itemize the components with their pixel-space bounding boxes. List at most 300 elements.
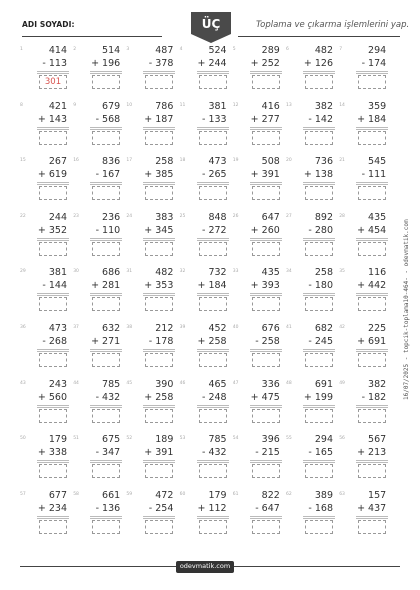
first-operand: 836	[102, 156, 121, 168]
answer-box[interactable]	[252, 75, 280, 89]
first-operand: 258	[314, 267, 333, 279]
answer-box[interactable]	[358, 409, 386, 423]
answer-box[interactable]	[145, 186, 173, 200]
answer-box[interactable]	[252, 464, 280, 478]
answer-box[interactable]	[145, 297, 173, 311]
second-operand: + 234	[37, 502, 67, 514]
problem-32	[180, 266, 233, 318]
answer-box[interactable]	[199, 75, 227, 89]
sum-rule	[90, 349, 122, 350]
answer-box[interactable]	[305, 75, 333, 89]
sum-rule	[303, 516, 335, 517]
second-operand: + 126	[303, 58, 333, 69]
sum-rule	[143, 238, 175, 239]
problem-number: 62	[286, 491, 292, 497]
second-operand: - 182	[361, 391, 387, 403]
second-operand: - 167	[95, 169, 121, 181]
second-operand: - 568	[95, 113, 121, 125]
sum-rule	[197, 460, 229, 461]
sum-rule	[250, 460, 282, 461]
sum-rule	[37, 127, 69, 128]
header-divider	[238, 36, 400, 37]
worksheet-header	[20, 10, 410, 46]
problem-number: 19	[232, 158, 239, 164]
answer-box[interactable]	[92, 131, 120, 145]
sum-rule-second	[37, 407, 69, 408]
answer-box[interactable]	[305, 297, 333, 311]
sum-rule-second	[197, 295, 229, 296]
answer-box[interactable]	[145, 75, 173, 89]
problem-number: 46	[179, 380, 186, 386]
sum-rule-second	[37, 129, 69, 130]
problem-1	[20, 44, 73, 96]
problem-61	[233, 489, 286, 541]
answer-box[interactable]	[358, 353, 386, 367]
sum-rule	[90, 293, 122, 294]
sum-rule-second	[143, 407, 175, 408]
problem-31	[126, 266, 179, 318]
problem-60	[180, 489, 233, 541]
second-operand: - 268	[42, 336, 67, 347]
problem-55	[286, 433, 339, 485]
answer-box[interactable]	[39, 409, 67, 423]
problem-52	[126, 433, 179, 485]
sum-rule	[197, 238, 229, 239]
problem-number: 20	[286, 158, 292, 164]
problem-number: 7	[339, 47, 343, 52]
problem-number: 38	[126, 325, 133, 330]
problem-number: 21	[339, 158, 345, 164]
problem-number: 8	[20, 102, 23, 108]
problem-number: 10	[126, 102, 133, 108]
sum-rule	[37, 238, 69, 239]
problem-number: 53	[179, 436, 186, 442]
sum-rule	[197, 127, 229, 128]
problem-22	[20, 211, 73, 263]
first-operand: 785	[208, 434, 227, 446]
sum-rule	[250, 293, 282, 294]
first-operand: 294	[368, 45, 387, 56]
answer-box[interactable]	[39, 186, 67, 200]
sum-rule	[37, 460, 69, 461]
sum-rule	[90, 71, 122, 72]
sum-rule-second	[37, 351, 69, 352]
problem-23	[73, 211, 126, 263]
sum-rule	[356, 71, 388, 72]
problem-16	[73, 155, 126, 207]
problem-40	[233, 322, 286, 374]
first-operand: 294	[314, 434, 333, 446]
sum-rule	[303, 405, 335, 406]
sum-rule-second	[356, 351, 388, 352]
second-operand: + 244	[197, 58, 227, 69]
problem-number: 39	[179, 325, 186, 330]
answer-box[interactable]	[145, 520, 173, 534]
answer-box[interactable]	[145, 464, 173, 478]
answer-box[interactable]	[145, 242, 173, 256]
second-operand: - 178	[148, 336, 174, 347]
second-operand: + 187	[144, 113, 174, 125]
answer-box[interactable]	[145, 131, 173, 145]
sum-rule	[303, 71, 335, 72]
sum-rule	[250, 238, 282, 239]
sum-rule-second	[250, 351, 282, 352]
answer-box[interactable]	[39, 75, 67, 89]
second-operand: + 353	[144, 280, 174, 292]
answer-box[interactable]	[199, 131, 227, 145]
sum-rule-second	[303, 295, 335, 296]
answer-box[interactable]	[145, 409, 173, 423]
first-operand: 236	[102, 211, 121, 223]
answer-box[interactable]	[199, 242, 227, 256]
answer-box[interactable]	[39, 520, 67, 534]
sum-rule-second	[356, 184, 388, 185]
first-operand: 785	[102, 378, 121, 390]
problem-number: 4	[179, 47, 183, 52]
problem-number: 1	[20, 47, 23, 52]
first-operand: 382	[314, 100, 333, 112]
first-operand: 381	[48, 267, 67, 279]
first-operand: 482	[314, 45, 333, 56]
second-operand: - 144	[42, 280, 67, 292]
level-badge-text: ÜÇ	[201, 17, 221, 31]
sum-rule-second	[143, 518, 175, 519]
problem-21	[339, 155, 392, 207]
second-operand: + 442	[357, 280, 387, 292]
answer-box[interactable]	[358, 131, 386, 145]
answer-box[interactable]	[305, 242, 333, 256]
answer-box[interactable]	[305, 520, 333, 534]
answer-box[interactable]	[252, 520, 280, 534]
first-operand: 677	[48, 489, 67, 501]
second-operand: - 647	[255, 502, 280, 514]
answer-box[interactable]	[358, 75, 386, 89]
problem-24	[126, 211, 179, 263]
sum-rule-second	[37, 240, 69, 241]
first-operand: 691	[314, 378, 333, 390]
problem-48	[286, 378, 339, 430]
sum-rule-second	[197, 184, 229, 185]
sum-rule-second	[303, 73, 335, 74]
problem-number: 33	[232, 269, 239, 275]
second-operand: + 260	[250, 224, 280, 236]
second-operand: + 143	[37, 113, 67, 125]
problem-number: 27	[286, 213, 292, 219]
problem-2	[73, 44, 126, 96]
second-operand: + 619	[37, 169, 67, 181]
problem-33	[233, 266, 286, 318]
second-operand: - 347	[95, 447, 121, 459]
problem-20	[286, 155, 339, 207]
first-operand: 472	[155, 489, 174, 501]
problem-30	[73, 266, 126, 318]
sum-rule-second	[90, 351, 122, 352]
sum-rule	[250, 405, 282, 406]
problem-number: 6	[286, 47, 289, 52]
answer-box[interactable]	[199, 409, 227, 423]
first-operand: 396	[261, 434, 280, 446]
sum-rule	[250, 182, 282, 183]
answer-box[interactable]	[39, 131, 67, 145]
problem-number: 34	[286, 269, 292, 275]
sum-rule-second	[250, 184, 282, 185]
sum-rule-second	[197, 240, 229, 241]
sum-rule	[143, 516, 175, 517]
sum-rule	[356, 127, 388, 128]
answer-box[interactable]	[305, 186, 333, 200]
sum-rule-second	[250, 407, 282, 408]
problem-6	[286, 44, 339, 96]
answer-box[interactable]	[39, 297, 67, 311]
sum-rule	[250, 71, 282, 72]
first-operand: 359	[368, 100, 387, 112]
sum-rule	[356, 516, 388, 517]
sum-rule-second	[356, 407, 388, 408]
side-credit-text: 16/07/2025 - topcik-toplama10-464- - odevmatik.com	[403, 219, 410, 400]
sum-rule	[197, 405, 229, 406]
sum-rule-second	[197, 129, 229, 130]
sum-rule-second	[90, 184, 122, 185]
first-operand: 382	[368, 378, 387, 390]
answer-box[interactable]	[92, 186, 120, 200]
answer-box[interactable]	[252, 242, 280, 256]
problem-62	[286, 489, 339, 541]
answer-box[interactable]	[199, 186, 227, 200]
problem-47	[233, 378, 286, 430]
sum-rule-second	[90, 73, 122, 74]
problem-14	[339, 100, 392, 152]
sum-rule-second	[90, 295, 122, 296]
answer-box[interactable]	[92, 297, 120, 311]
second-operand: + 199	[303, 391, 333, 403]
answer-box[interactable]	[199, 297, 227, 311]
problem-number: 32	[179, 269, 186, 275]
problem-26	[233, 211, 286, 263]
problem-number: 51	[73, 436, 79, 442]
first-operand: 336	[261, 378, 280, 390]
sum-rule-second	[250, 129, 282, 130]
first-operand: 116	[368, 267, 387, 279]
sum-rule-second	[90, 240, 122, 241]
sum-rule-second	[197, 351, 229, 352]
sum-rule	[90, 460, 122, 461]
problem-18	[180, 155, 233, 207]
problem-number: 18	[179, 158, 186, 164]
second-operand: - 248	[202, 391, 227, 403]
sum-rule	[37, 516, 69, 517]
answer-box[interactable]	[305, 131, 333, 145]
second-operand: + 271	[91, 336, 121, 347]
problem-number: 56	[339, 436, 345, 442]
problem-38	[126, 322, 179, 374]
problem-17	[126, 155, 179, 207]
second-operand: + 454	[357, 224, 387, 236]
problem-36	[20, 322, 73, 374]
sum-rule-second	[303, 351, 335, 352]
sum-rule	[143, 293, 175, 294]
first-operand: 258	[155, 156, 174, 168]
first-operand: 435	[261, 267, 280, 279]
sum-rule	[356, 182, 388, 183]
problem-3	[126, 44, 179, 96]
second-operand: - 280	[308, 224, 333, 236]
problem-number: 60	[179, 491, 186, 497]
problem-37	[73, 322, 126, 374]
answer-box[interactable]	[305, 464, 333, 478]
problem-grid	[20, 44, 392, 564]
problem-42	[339, 322, 392, 374]
level-badge	[188, 10, 234, 44]
problem-44	[73, 378, 126, 430]
first-operand: 487	[155, 45, 174, 56]
second-operand: + 258	[197, 336, 227, 347]
sum-rule	[197, 349, 229, 350]
sum-rule	[197, 182, 229, 183]
answer-box[interactable]	[252, 131, 280, 145]
footer-badge	[176, 561, 234, 573]
first-operand: 786	[155, 100, 174, 112]
name-label: ADI SOYADI:	[22, 20, 75, 29]
answer-box[interactable]	[252, 409, 280, 423]
answer-box[interactable]	[92, 409, 120, 423]
problem-number: 45	[126, 380, 133, 386]
answer-box[interactable]	[305, 409, 333, 423]
second-operand: - 168	[308, 502, 333, 514]
problem-number: 40	[232, 325, 239, 330]
problem-number: 49	[339, 380, 345, 386]
second-operand: + 391	[144, 447, 174, 459]
answer-box[interactable]	[92, 520, 120, 534]
second-operand: - 180	[308, 280, 333, 292]
sum-rule-second	[37, 462, 69, 463]
sum-rule	[303, 182, 335, 183]
sum-rule-second	[303, 518, 335, 519]
first-operand: 179	[48, 434, 67, 446]
problem-number: 5	[232, 47, 236, 52]
sum-rule-second	[356, 518, 388, 519]
problem-number: 15	[20, 158, 26, 164]
first-operand: 212	[155, 323, 174, 334]
second-operand: + 352	[37, 224, 67, 236]
second-operand: + 391	[250, 169, 280, 181]
problem-number: 35	[339, 269, 345, 275]
problem-number: 14	[339, 102, 345, 108]
problem-number: 55	[286, 436, 292, 442]
answer-box[interactable]	[358, 464, 386, 478]
second-operand: - 110	[95, 224, 121, 236]
first-operand: 390	[155, 378, 174, 390]
answer-box[interactable]	[199, 353, 227, 367]
answer-box[interactable]	[199, 520, 227, 534]
first-operand: 686	[102, 267, 121, 279]
problem-number: 42	[339, 325, 345, 330]
first-operand: 567	[368, 434, 387, 446]
problem-number: 30	[73, 269, 79, 275]
sum-rule	[356, 349, 388, 350]
first-operand: 289	[261, 45, 280, 56]
sum-rule	[356, 405, 388, 406]
sum-rule-second	[143, 73, 175, 74]
answer-box[interactable]	[92, 464, 120, 478]
problem-number: 23	[73, 213, 79, 219]
first-operand: 545	[368, 156, 387, 168]
answer-box[interactable]	[252, 353, 280, 367]
answer-box[interactable]	[358, 186, 386, 200]
first-operand: 452	[208, 323, 227, 334]
first-operand: 383	[155, 211, 174, 223]
answer-box[interactable]	[199, 464, 227, 478]
answer-box[interactable]	[92, 353, 120, 367]
answer-box[interactable]	[145, 353, 173, 367]
problem-41	[286, 322, 339, 374]
answer-box[interactable]	[252, 186, 280, 200]
problem-54	[233, 433, 286, 485]
first-operand: 676	[261, 323, 280, 334]
sum-rule	[356, 293, 388, 294]
sum-rule	[143, 349, 175, 350]
answer-box[interactable]	[252, 297, 280, 311]
sum-rule-second	[250, 518, 282, 519]
instruction-text: Toplama ve çıkarma işlemlerini yap.	[256, 20, 410, 30]
problem-number: 47	[232, 380, 239, 386]
sum-rule	[143, 460, 175, 461]
first-operand: 661	[102, 489, 121, 501]
sum-rule	[90, 405, 122, 406]
answer-box[interactable]	[92, 242, 120, 256]
answer-box[interactable]	[39, 242, 67, 256]
problem-15	[20, 155, 73, 207]
problem-number: 59	[126, 491, 133, 497]
first-operand: 381	[208, 100, 227, 112]
second-operand: + 691	[357, 336, 387, 347]
problem-number: 25	[179, 213, 186, 219]
sum-rule	[90, 516, 122, 517]
first-operand: 465	[208, 378, 227, 390]
sum-rule	[90, 127, 122, 128]
second-operand: - 265	[202, 169, 227, 181]
first-operand: 267	[48, 156, 67, 168]
answer-box[interactable]	[358, 242, 386, 256]
second-operand: + 213	[357, 447, 387, 459]
sum-rule-second	[143, 129, 175, 130]
sum-rule-second	[143, 240, 175, 241]
answer-box[interactable]	[358, 297, 386, 311]
problem-25	[180, 211, 233, 263]
sum-rule-second	[90, 518, 122, 519]
sum-rule-second	[143, 184, 175, 185]
answer-box[interactable]	[39, 353, 67, 367]
problem-27	[286, 211, 339, 263]
sum-rule	[197, 71, 229, 72]
problem-59	[126, 489, 179, 541]
problem-number: 54	[232, 436, 239, 442]
second-operand: + 345	[144, 224, 174, 236]
second-operand: + 281	[91, 280, 121, 292]
problem-7	[339, 44, 392, 96]
answer-box[interactable]	[358, 520, 386, 534]
answer-box[interactable]	[92, 75, 120, 89]
sum-rule	[303, 460, 335, 461]
answer-value: 301	[44, 77, 62, 87]
answer-box[interactable]	[39, 464, 67, 478]
sum-rule	[143, 182, 175, 183]
first-operand: 389	[314, 489, 333, 501]
sum-rule	[250, 516, 282, 517]
problem-number: 58	[73, 491, 79, 497]
answer-box[interactable]	[305, 353, 333, 367]
problem-4	[180, 44, 233, 96]
second-operand: - 378	[148, 58, 174, 69]
